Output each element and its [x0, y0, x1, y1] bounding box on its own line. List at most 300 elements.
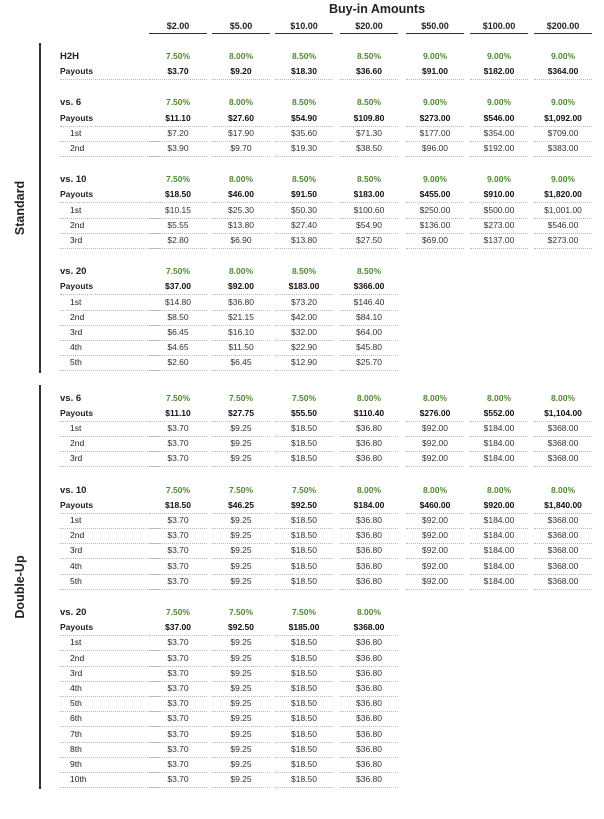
cell-value: 8.00%: [356, 607, 382, 617]
cell-value: $3.70: [149, 727, 207, 743]
cell-value: $184.00: [470, 528, 528, 544]
row-label: vs. 6: [60, 97, 82, 109]
cell-value: $354.00: [470, 126, 528, 142]
cell-value: $3.90: [149, 141, 207, 157]
row-label: 2nd: [60, 651, 160, 667]
cell-value: $18.50: [275, 666, 333, 682]
section-divider: [39, 43, 41, 373]
cell-value: $36.80: [340, 513, 398, 529]
cell-value: $368.00: [534, 451, 592, 467]
cell-value: $71.30: [340, 126, 398, 142]
cell-value: $46.25: [212, 498, 270, 514]
cell-value: $13.80: [275, 233, 333, 249]
cell-value: $36.60: [340, 64, 398, 80]
cell-value: $25.30: [212, 203, 270, 219]
row-label: 5th: [60, 574, 160, 590]
buyin-column-header: $200.00: [534, 20, 592, 34]
place-row: [60, 757, 590, 772]
cell-value: $92.00: [212, 279, 270, 295]
cell-value: $184.00: [470, 436, 528, 452]
cell-value: $18.50: [275, 436, 333, 452]
row-label: vs. 10: [60, 484, 87, 496]
cell-value: $27.75: [212, 406, 270, 422]
cell-value: $36.80: [340, 666, 398, 682]
cell-value: $552.00: [470, 406, 528, 422]
row-label: 3rd: [60, 666, 160, 682]
cell-value: $36.80: [340, 772, 398, 788]
cell-value: $368.00: [534, 513, 592, 529]
cell-value: $273.00: [406, 111, 464, 127]
cell-value: $109.80: [340, 111, 398, 127]
cell-value: $36.80: [340, 727, 398, 743]
cell-value: $184.00: [470, 574, 528, 590]
cell-value: $19.30: [275, 141, 333, 157]
cell-value: 9.00%: [486, 97, 512, 108]
cell-value: $368.00: [534, 436, 592, 452]
cell-value: $9.25: [212, 574, 270, 590]
cell-value: $910.00: [470, 187, 528, 203]
percent-row: [60, 49, 590, 64]
cell-value: $5.55: [149, 218, 207, 234]
cell-value: 8.00%: [550, 484, 576, 495]
cell-value: $42.00: [275, 310, 333, 326]
cell-value: $3.70: [149, 681, 207, 697]
cell-value: $9.25: [212, 742, 270, 758]
cell-value: $9.25: [212, 666, 270, 682]
cell-value: 7.50%: [165, 97, 191, 108]
cell-value: $146.40: [340, 295, 398, 311]
cell-value: $36.80: [340, 559, 398, 575]
row-label: 4th: [60, 340, 160, 356]
percent-row: [60, 605, 590, 620]
cell-value: $184.00: [470, 451, 528, 467]
cell-value: $184.00: [470, 559, 528, 575]
cell-value: $546.00: [470, 111, 528, 127]
cell-value: $368.00: [340, 620, 398, 636]
cell-value: $18.50: [275, 711, 333, 727]
cell-value: $9.25: [212, 772, 270, 788]
cell-value: $4.65: [149, 340, 207, 356]
buyin-column-header: $10.00: [275, 20, 333, 34]
cell-value: $46.00: [212, 187, 270, 203]
cell-value: 8.50%: [356, 174, 382, 185]
cell-value: $184.00: [470, 543, 528, 559]
cell-value: $18.50: [275, 727, 333, 743]
cell-value: 8.50%: [291, 266, 317, 277]
percent-row: [60, 391, 590, 406]
row-label: Payouts: [60, 111, 150, 127]
cell-value: $92.00: [406, 574, 464, 590]
cell-value: $36.80: [340, 528, 398, 544]
buyin-column-header: $100.00: [470, 20, 528, 34]
row-label: Payouts: [60, 279, 150, 295]
buyin-header-row: [0, 20, 604, 34]
row-label: vs. 20: [60, 607, 87, 618]
cell-value: $9.25: [212, 681, 270, 697]
cell-value: $91.00: [406, 64, 464, 80]
cell-value: $36.80: [212, 295, 270, 311]
cell-value: $366.00: [340, 279, 398, 295]
cell-value: $92.00: [406, 559, 464, 575]
cell-value: $184.00: [340, 498, 398, 514]
cell-value: $36.80: [340, 651, 398, 667]
cell-value: $364.00: [534, 64, 592, 80]
cell-value: 8.00%: [550, 392, 576, 403]
cell-value: 9.00%: [486, 51, 512, 61]
cell-value: $9.25: [212, 559, 270, 575]
row-label: vs. 6: [60, 392, 82, 404]
cell-value: $2.80: [149, 233, 207, 249]
cell-value: $3.70: [149, 528, 207, 544]
row-label: 3rd: [60, 325, 160, 341]
cell-value: $36.80: [340, 421, 398, 437]
cell-value: 9.00%: [550, 97, 576, 108]
cell-value: $110.40: [340, 406, 398, 422]
cell-value: 8.00%: [486, 392, 512, 403]
row-label: 1st: [60, 295, 160, 311]
cell-value: 7.50%: [165, 392, 191, 403]
cell-value: 8.50%: [291, 51, 317, 61]
cell-value: $18.50: [275, 651, 333, 667]
cell-value: $54.90: [340, 218, 398, 234]
cell-value: $96.00: [406, 141, 464, 157]
place-row: [60, 141, 590, 156]
cell-value: $9.70: [212, 141, 270, 157]
place-row: [60, 233, 590, 248]
cell-value: $64.00: [340, 325, 398, 341]
cell-value: $36.80: [340, 436, 398, 452]
place-row: [60, 218, 590, 233]
row-label: 6th: [60, 711, 160, 727]
cell-value: 7.50%: [165, 51, 191, 61]
cell-value: 7.50%: [228, 392, 254, 403]
cell-value: $8.50: [149, 310, 207, 326]
cell-value: $9.25: [212, 635, 270, 651]
cell-value: $18.50: [275, 681, 333, 697]
row-label: Payouts: [60, 187, 150, 203]
buyin-column-header: $2.00: [149, 20, 207, 34]
cell-value: $3.70: [149, 574, 207, 590]
cell-value: 8.00%: [228, 266, 254, 277]
row-label: 3rd: [60, 543, 160, 559]
row-label: 1st: [60, 513, 160, 529]
cell-value: $3.70: [149, 543, 207, 559]
row-label: 8th: [60, 742, 160, 758]
cell-value: $92.00: [406, 451, 464, 467]
cell-value: $92.50: [275, 498, 333, 514]
cell-value: $9.25: [212, 651, 270, 667]
cell-value: 7.50%: [291, 484, 317, 495]
cell-value: $92.00: [406, 421, 464, 437]
cell-value: $1,840.00: [534, 498, 592, 514]
cell-value: $11.50: [212, 340, 270, 356]
cell-value: $37.00: [149, 279, 207, 295]
cell-value: $25.70: [340, 355, 398, 371]
cell-value: $92.00: [406, 543, 464, 559]
cell-value: $368.00: [534, 543, 592, 559]
cell-value: $18.50: [149, 187, 207, 203]
cell-value: $18.50: [275, 574, 333, 590]
row-label: 5th: [60, 696, 160, 712]
row-label: 3rd: [60, 451, 160, 467]
cell-value: $100.60: [340, 203, 398, 219]
cell-value: $36.80: [340, 635, 398, 651]
cell-value: $91.50: [275, 187, 333, 203]
payout-row: [60, 406, 590, 421]
cell-value: $273.00: [534, 233, 592, 249]
buyin-column-header: $20.00: [340, 20, 398, 34]
row-label: Payouts: [60, 406, 150, 422]
cell-value: $137.00: [470, 233, 528, 249]
cell-value: 8.00%: [422, 484, 448, 495]
row-label: 7th: [60, 727, 160, 743]
cell-value: $17.90: [212, 126, 270, 142]
row-label: vs. 20: [60, 266, 87, 278]
percent-row: [60, 264, 590, 279]
cell-value: $11.10: [149, 406, 207, 422]
cell-value: $368.00: [534, 574, 592, 590]
cell-value: 8.00%: [228, 97, 254, 108]
row-label: 1st: [60, 203, 160, 219]
payout-row: [60, 498, 590, 513]
cell-value: 9.00%: [550, 51, 576, 61]
cell-value: $9.20: [212, 64, 270, 80]
cell-value: $1,820.00: [534, 187, 592, 203]
cell-value: 9.00%: [422, 51, 448, 61]
cell-value: $16.10: [212, 325, 270, 341]
place-row: [60, 651, 590, 666]
place-row: [60, 711, 590, 726]
row-label: 2nd: [60, 528, 160, 544]
section-label: Standard: [13, 180, 27, 235]
place-row: [60, 126, 590, 141]
cell-value: $50.30: [275, 203, 333, 219]
cell-value: $368.00: [534, 528, 592, 544]
section-divider: [39, 385, 41, 790]
cell-value: 7.50%: [165, 266, 191, 277]
cell-value: $3.70: [149, 635, 207, 651]
cell-value: 9.00%: [422, 97, 448, 108]
cell-value: $54.90: [275, 111, 333, 127]
cell-value: $92.00: [406, 528, 464, 544]
cell-value: 9.00%: [422, 174, 448, 185]
cell-value: $183.00: [340, 187, 398, 203]
cell-value: $73.20: [275, 295, 333, 311]
payout-row: [60, 111, 590, 126]
table-title: Buy-in Amounts: [328, 2, 426, 16]
cell-value: $27.40: [275, 218, 333, 234]
cell-value: $9.25: [212, 436, 270, 452]
cell-value: $27.50: [340, 233, 398, 249]
row-label: 9th: [60, 757, 160, 773]
cell-value: $9.25: [212, 528, 270, 544]
cell-value: $35.60: [275, 126, 333, 142]
cell-value: 8.00%: [356, 392, 382, 403]
cell-value: $9.25: [212, 711, 270, 727]
cell-value: 8.50%: [291, 174, 317, 185]
cell-value: 7.50%: [165, 607, 191, 617]
cell-value: $6.45: [149, 325, 207, 341]
cell-value: $182.00: [470, 64, 528, 80]
cell-value: $18.50: [275, 772, 333, 788]
cell-value: $9.25: [212, 451, 270, 467]
payout-row: [60, 187, 590, 202]
cell-value: $9.25: [212, 757, 270, 773]
cell-value: $18.50: [275, 635, 333, 651]
cell-value: $3.70: [149, 559, 207, 575]
cell-value: $36.80: [340, 681, 398, 697]
place-row: [60, 451, 590, 466]
row-label: Payouts: [60, 620, 150, 636]
place-row: [60, 635, 590, 650]
place-row: [60, 513, 590, 528]
cell-value: $3.70: [149, 742, 207, 758]
cell-value: 9.00%: [550, 174, 576, 185]
cell-value: $55.50: [275, 406, 333, 422]
percent-row: [60, 483, 590, 498]
place-row: [60, 742, 590, 757]
row-label: vs. 10: [60, 174, 87, 186]
place-row: [60, 436, 590, 451]
place-row: [60, 574, 590, 589]
place-row: [60, 421, 590, 436]
cell-value: 8.50%: [356, 51, 382, 61]
cell-value: $38.50: [340, 141, 398, 157]
cell-value: $3.70: [149, 772, 207, 788]
cell-value: $3.70: [149, 757, 207, 773]
row-label: 2nd: [60, 218, 160, 234]
cell-value: $3.70: [149, 696, 207, 712]
cell-value: $3.70: [149, 666, 207, 682]
cell-value: $27.60: [212, 111, 270, 127]
cell-value: $185.00: [275, 620, 333, 636]
row-label: 2nd: [60, 310, 160, 326]
cell-value: 7.50%: [291, 607, 317, 617]
cell-value: $9.25: [212, 421, 270, 437]
cell-value: $3.70: [149, 513, 207, 529]
cell-value: $368.00: [534, 559, 592, 575]
cell-value: $3.70: [149, 436, 207, 452]
cell-value: 8.00%: [356, 484, 382, 495]
cell-value: $18.50: [275, 696, 333, 712]
place-row: [60, 340, 590, 355]
cell-value: $3.70: [149, 711, 207, 727]
cell-value: $192.00: [470, 141, 528, 157]
row-label: 4th: [60, 559, 160, 575]
cell-value: 8.00%: [228, 51, 254, 61]
row-label: 3rd: [60, 233, 160, 249]
cell-value: $45.80: [340, 340, 398, 356]
cell-value: $709.00: [534, 126, 592, 142]
row-label: 1st: [60, 126, 160, 142]
cell-value: $14.80: [149, 295, 207, 311]
payout-row: [60, 64, 590, 79]
place-row: [60, 696, 590, 711]
cell-value: $6.90: [212, 233, 270, 249]
cell-value: $1,092.00: [534, 111, 592, 127]
cell-value: 8.50%: [356, 266, 382, 277]
row-label: 5th: [60, 355, 160, 371]
row-label: 2nd: [60, 141, 160, 157]
cell-value: $36.80: [340, 742, 398, 758]
cell-value: $184.00: [470, 421, 528, 437]
place-row: [60, 727, 590, 742]
cell-value: $920.00: [470, 498, 528, 514]
cell-value: 8.00%: [422, 392, 448, 403]
cell-value: $1,001.00: [534, 203, 592, 219]
cell-value: $18.50: [275, 742, 333, 758]
row-label: Payouts: [60, 64, 150, 80]
cell-value: $12.90: [275, 355, 333, 371]
cell-value: $383.00: [534, 141, 592, 157]
cell-value: $136.00: [406, 218, 464, 234]
cell-value: $455.00: [406, 187, 464, 203]
cell-value: $36.80: [340, 757, 398, 773]
place-row: [60, 528, 590, 543]
row-label: H2H: [60, 51, 80, 62]
cell-value: $21.15: [212, 310, 270, 326]
row-label: 2nd: [60, 436, 160, 452]
cell-value: $92.50: [212, 620, 270, 636]
cell-value: $84.10: [340, 310, 398, 326]
cell-value: $2.60: [149, 355, 207, 371]
cell-value: $18.50: [275, 513, 333, 529]
cell-value: $6.45: [212, 355, 270, 371]
cell-value: $69.00: [406, 233, 464, 249]
cell-value: $276.00: [406, 406, 464, 422]
place-row: [60, 355, 590, 370]
cell-value: $460.00: [406, 498, 464, 514]
buyin-column-header: $50.00: [406, 20, 464, 34]
row-label: 4th: [60, 681, 160, 697]
cell-value: $9.25: [212, 543, 270, 559]
cell-value: $92.00: [406, 436, 464, 452]
cell-value: $18.50: [275, 421, 333, 437]
cell-value: 7.50%: [165, 484, 191, 495]
section-label: Double-Up: [13, 555, 27, 619]
cell-value: $3.70: [149, 451, 207, 467]
cell-value: $9.25: [212, 696, 270, 712]
cell-value: $250.00: [406, 203, 464, 219]
place-row: [60, 681, 590, 696]
place-row: [60, 310, 590, 325]
cell-value: 8.50%: [291, 97, 317, 108]
cell-value: $36.80: [340, 543, 398, 559]
place-row: [60, 295, 590, 310]
percent-row: [60, 95, 590, 110]
cell-value: $13.80: [212, 218, 270, 234]
cell-value: $368.00: [534, 421, 592, 437]
cell-value: $18.50: [275, 543, 333, 559]
cell-value: $37.00: [149, 620, 207, 636]
cell-value: $18.50: [275, 528, 333, 544]
row-label: Payouts: [60, 498, 150, 514]
cell-value: $546.00: [534, 218, 592, 234]
row-label: 1st: [60, 635, 160, 651]
place-row: [60, 543, 590, 558]
row-label: 10th: [60, 772, 160, 788]
payout-row: [60, 620, 590, 635]
place-row: [60, 772, 590, 787]
cell-value: $3.70: [149, 651, 207, 667]
cell-value: $18.50: [275, 451, 333, 467]
cell-value: $18.50: [149, 498, 207, 514]
cell-value: $18.30: [275, 64, 333, 80]
cell-value: $9.25: [212, 513, 270, 529]
cell-value: $36.80: [340, 711, 398, 727]
cell-value: 7.50%: [228, 484, 254, 495]
cell-value: 8.50%: [356, 97, 382, 108]
